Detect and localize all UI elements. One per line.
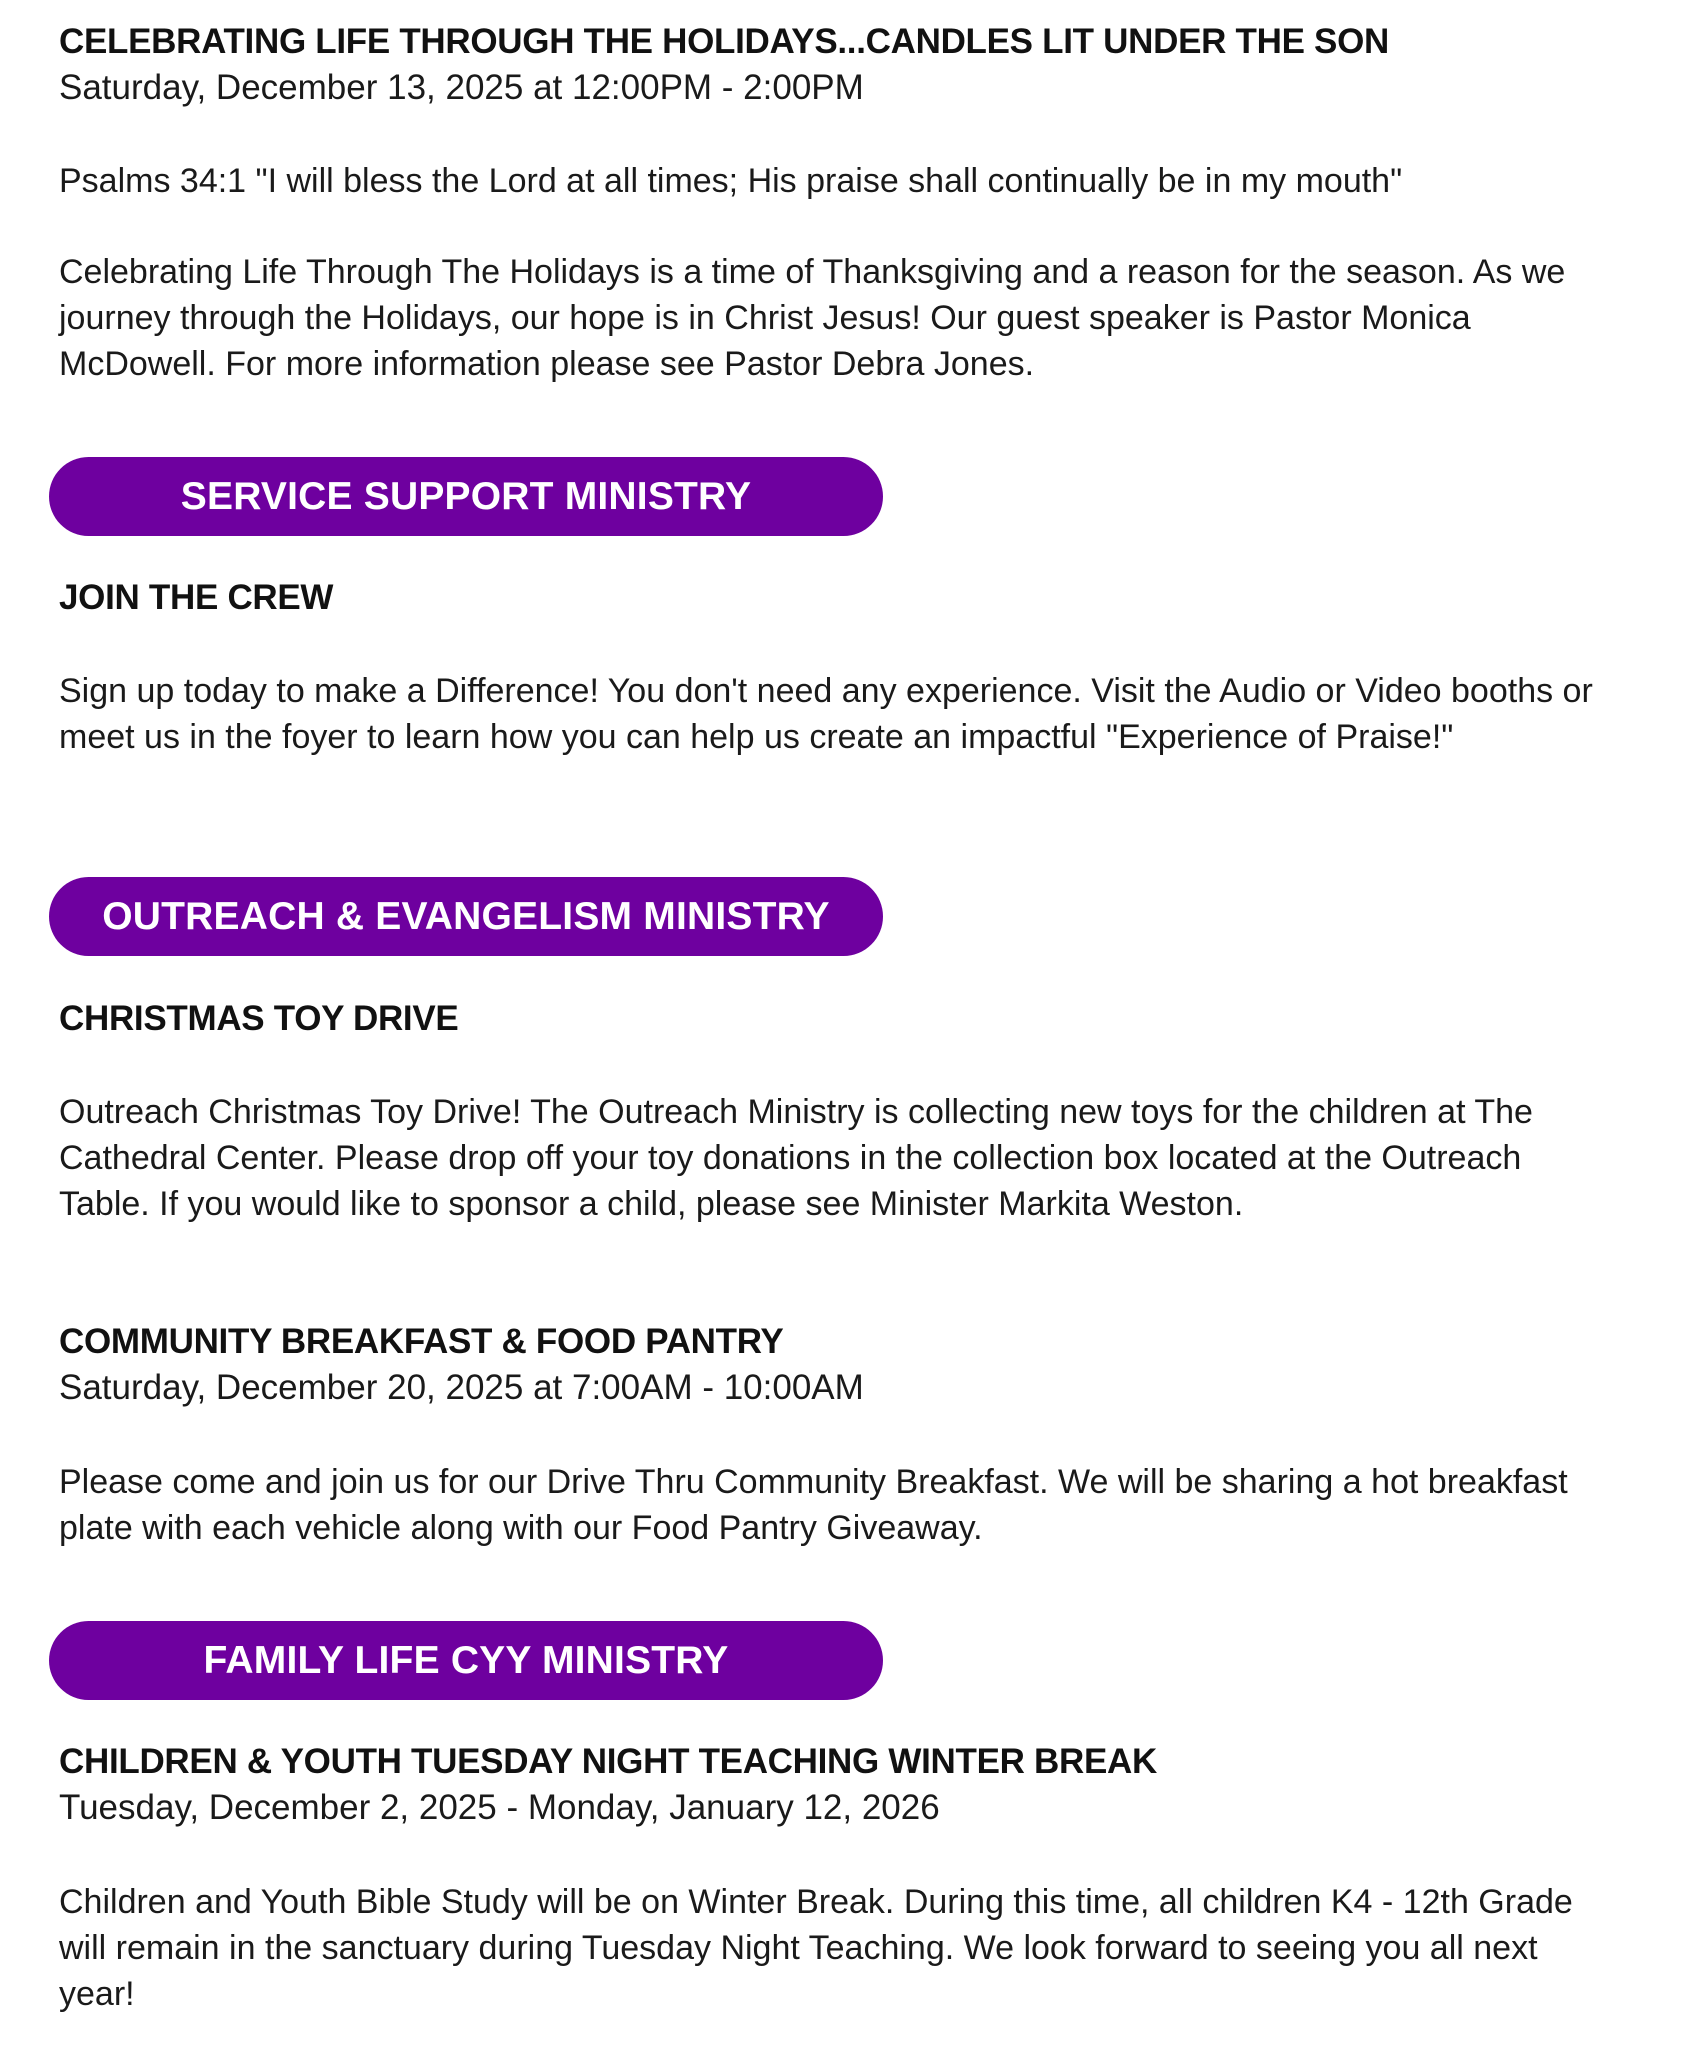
event-title: CELEBRATING LIFE THROUGH THE HOLIDAYS...CANDLES LIT UNDER THE SON: [59, 22, 1389, 61]
item-title: JOIN THE CREW: [59, 578, 334, 617]
event-scripture-block: [59, 158, 1619, 204]
item-title: CHILDREN & YOUTH TUESDAY NIGHT TEACHING WINTER BREAK: [59, 1742, 1157, 1781]
section-banner-outreach-evangelism: OUTREACH & EVANGELISM MINISTRY: [49, 877, 883, 956]
item-description: Children and Youth Bible Study will be on Winter Break. During this time, all children K4 - 12th Grade will remain in the sanctuary during Tuesday Night Teaching. We look forward to seeing you all next year!: [59, 1883, 1573, 2013]
item-title: COMMUNITY BREAKFAST & FOOD PANTRY: [59, 1322, 784, 1361]
item-christmas-toy-drive: [59, 996, 1619, 1042]
item-description: Outreach Christmas Toy Drive! The Outreach Ministry is collecting new toys for the children at The Cathedral Center. Please drop off your toy donations in the collection box located at the Outreach Table. If you would like to sponsor a child, please see Minister Markita Weston.: [59, 1093, 1533, 1223]
item-join-the-crew-description-block: [59, 668, 1619, 760]
section-banner-family-life: FAMILY LIFE CYY MINISTRY: [49, 1621, 883, 1700]
event-description: Celebrating Life Through The Holidays is a time of Thanksgiving and a reason for the season. As we journey through the Holidays, our hope is in Christ Jesus! Our guest speaker is Pastor Monica McDowell. For more information please see Pastor Debra Jones.: [59, 253, 1566, 383]
item-join-the-crew: [59, 575, 1619, 621]
item-description: Sign up today to make a Difference! You don't need any experience. Visit the Audio or Video booths or meet us in the foyer to learn how you can help us create an impactful "Experience of Praise!": [59, 672, 1593, 756]
event-description-block: [59, 249, 1619, 387]
item-date: Tuesday, December 2, 2025 - Monday, January 12, 2026: [59, 1788, 940, 1827]
item-title: CHRISTMAS TOY DRIVE: [59, 999, 459, 1038]
item-community-breakfast: [59, 1319, 1619, 1411]
event-scripture: Psalms 34:1 "I will bless the Lord at all times; His praise shall continually be in my mouth": [59, 162, 1403, 200]
item-christmas-toy-drive-description-block: [59, 1089, 1619, 1227]
event-holidays: [59, 19, 1619, 111]
item-winter-break: [59, 1739, 1619, 1831]
item-community-breakfast-description-block: [59, 1459, 1619, 1551]
event-date: Saturday, December 13, 2025 at 12:00PM - 2:00PM: [59, 68, 864, 107]
item-winter-break-description-block: [59, 1879, 1619, 2017]
item-description: Please come and join us for our Drive Thru Community Breakfast. We will be sharing a hot breakfast plate with each vehicle along with our Food Pantry Giveaway.: [59, 1463, 1568, 1547]
section-banner-service-support: SERVICE SUPPORT MINISTRY: [49, 457, 883, 536]
item-date: Saturday, December 20, 2025 at 7:00AM - 10:00AM: [59, 1368, 864, 1407]
